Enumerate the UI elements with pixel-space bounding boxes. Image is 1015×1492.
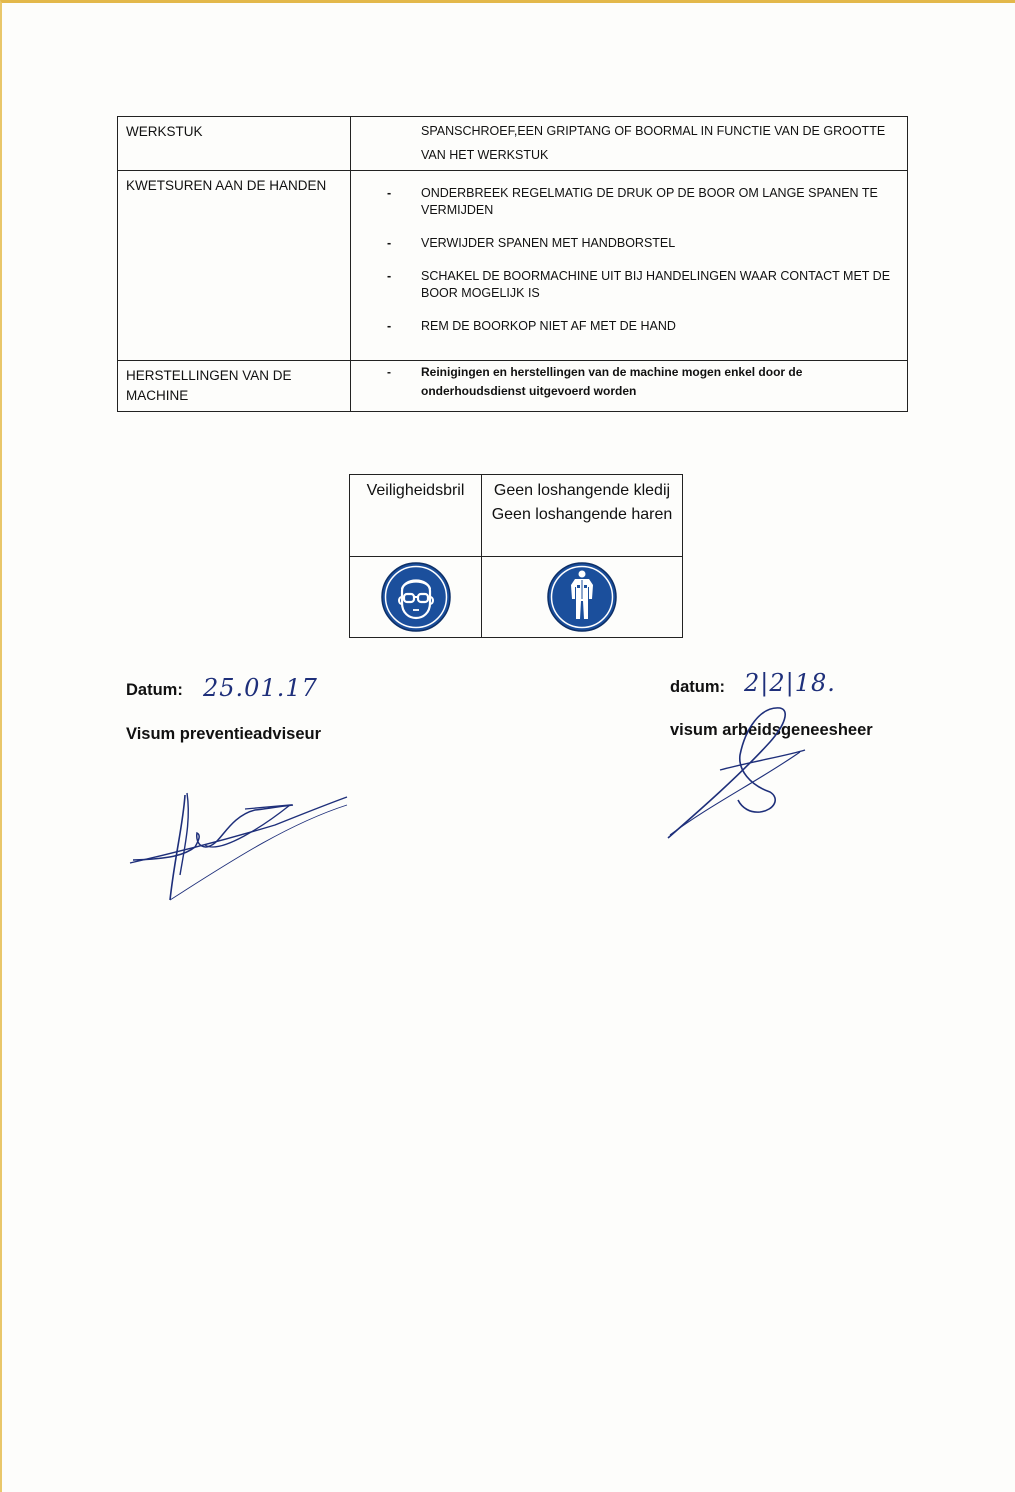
left-signature (125, 785, 355, 910)
ppe-header-clothing: Geen loshangende kledij Geen loshangende haren (482, 475, 683, 557)
list-item: - SCHAKEL DE BOORMACHINE UIT BIJ HANDELINGEN WAAR CONTACT MET DE BOOR MOGELIJK IS (387, 268, 897, 302)
list-item: - REM DE BOORKOP NIET AF MET DE HAND (387, 318, 897, 335)
table-row (118, 361, 908, 412)
left-visum-label: Visum preventieadviseur (126, 725, 322, 743)
list-item: - ONDERBREEK REGELMATIG DE DRUK OP DE BOOR OM LANGE SPANEN TE VERMIJDEN (387, 185, 897, 219)
row-content-herstellingen (351, 361, 908, 412)
table-row (118, 171, 908, 361)
list-item: - Reinigingen en herstellingen van de machine mogen enkel door de onderhoudsdienst uitgevoerd worden (387, 363, 897, 401)
row-content-werkstuk (351, 117, 908, 171)
row-label-werkstuk: WERKSTUK (118, 117, 351, 171)
ppe-header-row (350, 475, 683, 557)
kwetsuren-list (351, 171, 907, 335)
safety-goggles-icon (380, 561, 452, 633)
safety-instructions-table (117, 116, 908, 412)
right-date-label: datum: (670, 678, 725, 696)
ppe-icon-row (350, 557, 683, 638)
werkstuk-text: SPANSCHROEF,EEN GRIPTANG OF BOORMAL IN FUNCTIE VAN DE GROOTTE VAN HET WERKSTUK (421, 124, 886, 162)
list-item: - VERWIJDER SPANEN MET HANDBORSTEL (387, 235, 897, 252)
herstellingen-list (351, 361, 907, 401)
right-date-handwritten: 2|2|18. (744, 669, 836, 697)
right-visum-label: visum arbeidsgeneesheer (670, 721, 873, 739)
ppe-icon-cell-clothing (482, 557, 683, 638)
ppe-table (349, 474, 683, 638)
row-label-herstellingen: HERSTELLINGEN VAN DE MACHINE (118, 361, 351, 412)
row-label-kwetsuren: KWETSUREN AAN DE HANDEN (118, 171, 351, 361)
right-signature (660, 700, 860, 845)
protective-clothing-icon (546, 561, 618, 633)
left-date-label: Datum: (126, 681, 183, 699)
row-content-kwetsuren (351, 171, 908, 361)
ppe-header-goggles: Veiligheidsbril (350, 475, 482, 557)
ppe-icon-cell-goggles (350, 557, 482, 638)
table-row (118, 117, 908, 171)
left-date-handwritten: 25.01.17 (203, 674, 318, 702)
